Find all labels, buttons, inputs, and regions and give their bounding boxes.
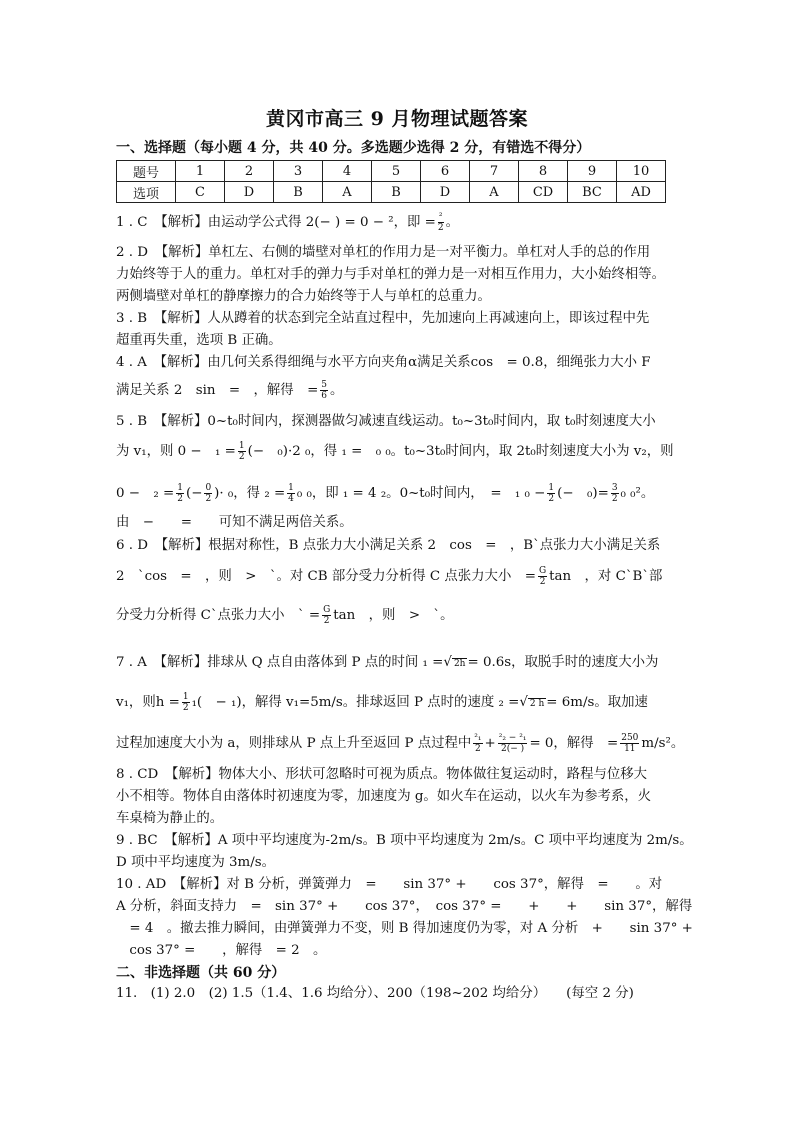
- text-segment: 分受力分析得 C`点张力大小 ` =: [116, 608, 321, 623]
- text-segment: ₁( − ₁)，解得 v₁=5m/s。排球返回 P 点时的速度 ₂ =: [191, 695, 520, 710]
- table-row: [117, 161, 666, 182]
- answer-q5-line2: [116, 441, 686, 463]
- answer-q8-line2: 小不相等。物体自由落体时初速度为零，加速度为 g。如火车在运动，以火车为参考系，火: [116, 789, 652, 804]
- answer-q1: [116, 212, 686, 234]
- text-segment: 。: [330, 383, 344, 398]
- answer-q4-line1: 4 . A 【解析】由几何关系得细绳与水平方向夹角α满足关系cos = 0.8，细绳张力大小 F: [116, 355, 651, 370]
- answer-q10-line2: A 分析，斜面支持力 = sin 37° + cos 37°， cos 37° = + + sin 37°，解得: [116, 899, 693, 914]
- answer-q5-line3: 0 − ₂ = $\frac{1}{2}$ (− $\frac{0}{2}$ )· ₀，得 ₂ = $\frac{1}{4}$ ₀ ₀，即 ₁ = 4 ₂。0~t₀时间内， = ₁ ₀ − $\frac{1}{2}$ (− ₀)= $\frac{3}{2}$ ₀ ₀²。: [116, 483, 655, 504]
- answer-q8-line3: 车桌椅为静止的。: [116, 811, 224, 826]
- answer-q7-line1: [116, 652, 686, 675]
- text-segment: (− ₀): [557, 486, 598, 501]
- answer-q6-line2: [116, 566, 686, 588]
- table-cell: BC: [568, 182, 617, 203]
- answer-q5-line1: 5 . B 【解析】0~t₀时间内，探测器做匀减速直线运动。t₀~3t₀时间内，取 t₀时刻速度大小: [116, 414, 656, 429]
- table-cell: A: [470, 182, 519, 203]
- table-cell: 9: [568, 161, 617, 182]
- text-segment: 过程加速度大小为 a，则排球从 P 点上升至返回 P 点过程中: [116, 736, 472, 751]
- table-cell: 8: [519, 161, 568, 182]
- text-segment: 为 v₁，则 0 − ₁ =: [116, 444, 236, 459]
- table-cell: D: [421, 182, 470, 203]
- text-segment: 7 . A 【解析】排球从 Q 点自由落体到 P 点的时间 ₁ =: [116, 655, 444, 670]
- fraction: $\frac{0}{2}$: [205, 483, 212, 504]
- table-cell: 7: [470, 161, 519, 182]
- table-cell: C: [176, 182, 225, 203]
- answer-q11: 11. (1) 2.0 (2) 1.5（1.4、1.6 均给分）、200（198~202 均给分） (每空 2 分): [116, 986, 634, 1001]
- fraction: $\frac{G}{2}$: [323, 605, 331, 626]
- table-cell: 5: [372, 161, 421, 182]
- answer-q10-line3: = 4 。撤去推力瞬间，由弹簧弹力不变，则 B 得加速度仍为零，对 A 分析 + sin 37° +: [116, 921, 693, 936]
- table-cell: 3: [274, 161, 323, 182]
- text-segment: = 0，解得 =: [529, 736, 619, 751]
- fraction: $\frac{1}{2}$: [177, 483, 183, 504]
- text-segment: 2 `cos = ，则 > `。对 CB 部分受力分析得 C 点张力大小 =: [116, 569, 536, 584]
- answer-q6-line3: [116, 605, 686, 627]
- answer-q9-line2: D 项中平均速度为 3m/s。: [116, 855, 275, 870]
- fraction: $\frac{1}{2}$: [548, 483, 555, 504]
- sqrt-symbol: √: [443, 655, 452, 670]
- text-segment: tan ，则 > `。: [333, 608, 454, 623]
- answer-q6-line1: 6 . D 【解析】根据对称性，B 点张力大小满足关系 2 cos = ，B`点张力大小满足关系: [116, 538, 661, 553]
- answer-q7-line2: [116, 692, 686, 715]
- answer-q8-line1: 8 . CD 【解析】物体大小、形状可忽略时可视为质点。物体做往复运动时，路程与位移大: [116, 767, 648, 782]
- fraction: $\frac{1}{2}$: [238, 441, 245, 462]
- table-cell: 10: [617, 161, 666, 182]
- table-cell: 题号: [117, 161, 176, 182]
- sqrt-content: 2h: [453, 659, 466, 669]
- table-cell: 6: [421, 161, 470, 182]
- table-cell: D: [225, 182, 274, 203]
- text-segment: m/s²。: [641, 736, 685, 751]
- text-segment: 满足关系 2 sin = ，解得 =: [116, 383, 319, 398]
- table-cell: 4: [323, 161, 372, 182]
- fraction: $\frac{\text{²}}{2}$: [437, 212, 444, 233]
- fraction: $\frac{250}{11}$: [621, 733, 639, 754]
- answer-q7-line3: [116, 733, 686, 755]
- table-row: [117, 182, 666, 203]
- text-segment: tan ，对 C`B`部: [549, 569, 663, 584]
- fraction: $\frac{G}{2}$: [538, 566, 547, 587]
- answer-q9-line1: 9 . BC 【解析】A 项中平均速度为-2m/s。B 项中平均速度为 2m/s。C 项中平均速度为 2m/s。: [116, 833, 693, 848]
- answer-q10-line1: 10 . AD 【解析】对 B 分析，弹簧弹力 = sin 37° + cos 37°，解得 = 。对: [116, 877, 663, 892]
- fraction: $\frac{\text{²₂ − ²₁}}{2(- )}$: [498, 733, 527, 754]
- answer-q10-line4: cos 37° = ，解得 = 2 。: [116, 943, 327, 958]
- sqrt-content: 2 h: [529, 699, 545, 709]
- fraction: $\frac{1}{4}$: [288, 483, 294, 504]
- text-segment: v₁，则h =: [116, 695, 180, 710]
- text-segment: −: [191, 486, 203, 501]
- table-cell: 1: [176, 161, 225, 182]
- text-segment: ₀ ₀，即 ₁ = 4 ₂。0~t₀时间内， = ₁ ₀ −: [296, 486, 546, 501]
- text-segment: +: [484, 736, 496, 751]
- table-cell: A: [323, 182, 372, 203]
- text-segment: · ₀，得 ₂ =: [219, 486, 286, 501]
- section-heading-nonchoice: 二、非选择题（共 60 分）: [116, 965, 286, 981]
- text-segment: 0 − ₂ =: [116, 486, 175, 501]
- fraction: $\frac{5}{6}$: [321, 380, 328, 401]
- sqrt-symbol: √: [519, 695, 528, 710]
- answer-q2-line3: 两侧墙壁对单杠的静摩擦力的合力始终等于人与单杠的总重力。: [116, 289, 491, 304]
- table-cell: B: [274, 182, 323, 203]
- fraction: $\frac{3}{2}$: [611, 483, 618, 504]
- text-segment: 1 . C 【解析】由运动学公式得 2(− ) = 0 − ²，即 =: [116, 215, 436, 230]
- fraction: $\frac{1}{2}$: [182, 692, 189, 713]
- page-title: 黄冈市高三 9 月物理试题答案: [266, 108, 528, 130]
- table-cell: B: [372, 182, 421, 203]
- answer-q3-line1: 3 . B 【解析】人从蹲着的状态到完全站直过程中，先加速向上再减速向上，即该过程中先: [116, 311, 650, 326]
- table-cell: CD: [519, 182, 568, 203]
- answer-q3-line2: 超重再失重，选项 B 正确。: [116, 333, 282, 348]
- text-segment: ₀ ₀²。: [620, 486, 655, 501]
- table-cell: 选项: [117, 182, 176, 203]
- fraction: $\frac{\text{²₁}}{2}$: [474, 733, 482, 754]
- section-heading-choice: 一、选择题（每小题 4 分，共 40 分。多选题少选得 2 分，有错选不得分）: [116, 140, 591, 156]
- answer-q2-line1: 2 . D 【解析】单杠左、右侧的墙壁对单杠的作用力是一对平衡力。单杠对人手的总的作用: [116, 245, 651, 260]
- text-segment: =: [597, 486, 609, 501]
- text-segment: (− ₀)·2 ₀，得 ₁ = ₀ ₀。t₀~3t₀时间内，取 2t₀时刻速度大小为 v₂，则: [247, 444, 674, 459]
- answer-q4-line2: [116, 380, 686, 402]
- table-cell: AD: [617, 182, 666, 203]
- answer-q2-line2: 力始终等于人的重力。单杠对手的弹力与手对单杠的弹力是一对相互作用力，大小始终相等。: [116, 267, 666, 282]
- answer-table: [116, 160, 666, 203]
- table-cell: 2: [225, 161, 274, 182]
- text-segment: = 6m/s。取加速: [546, 695, 648, 710]
- text-segment: = 0.6s，取脱手时的速度大小为: [467, 655, 659, 670]
- text-segment: 。: [445, 215, 459, 230]
- answer-q5-line4: 由 − = 可知不满足两倍关系。: [116, 515, 353, 530]
